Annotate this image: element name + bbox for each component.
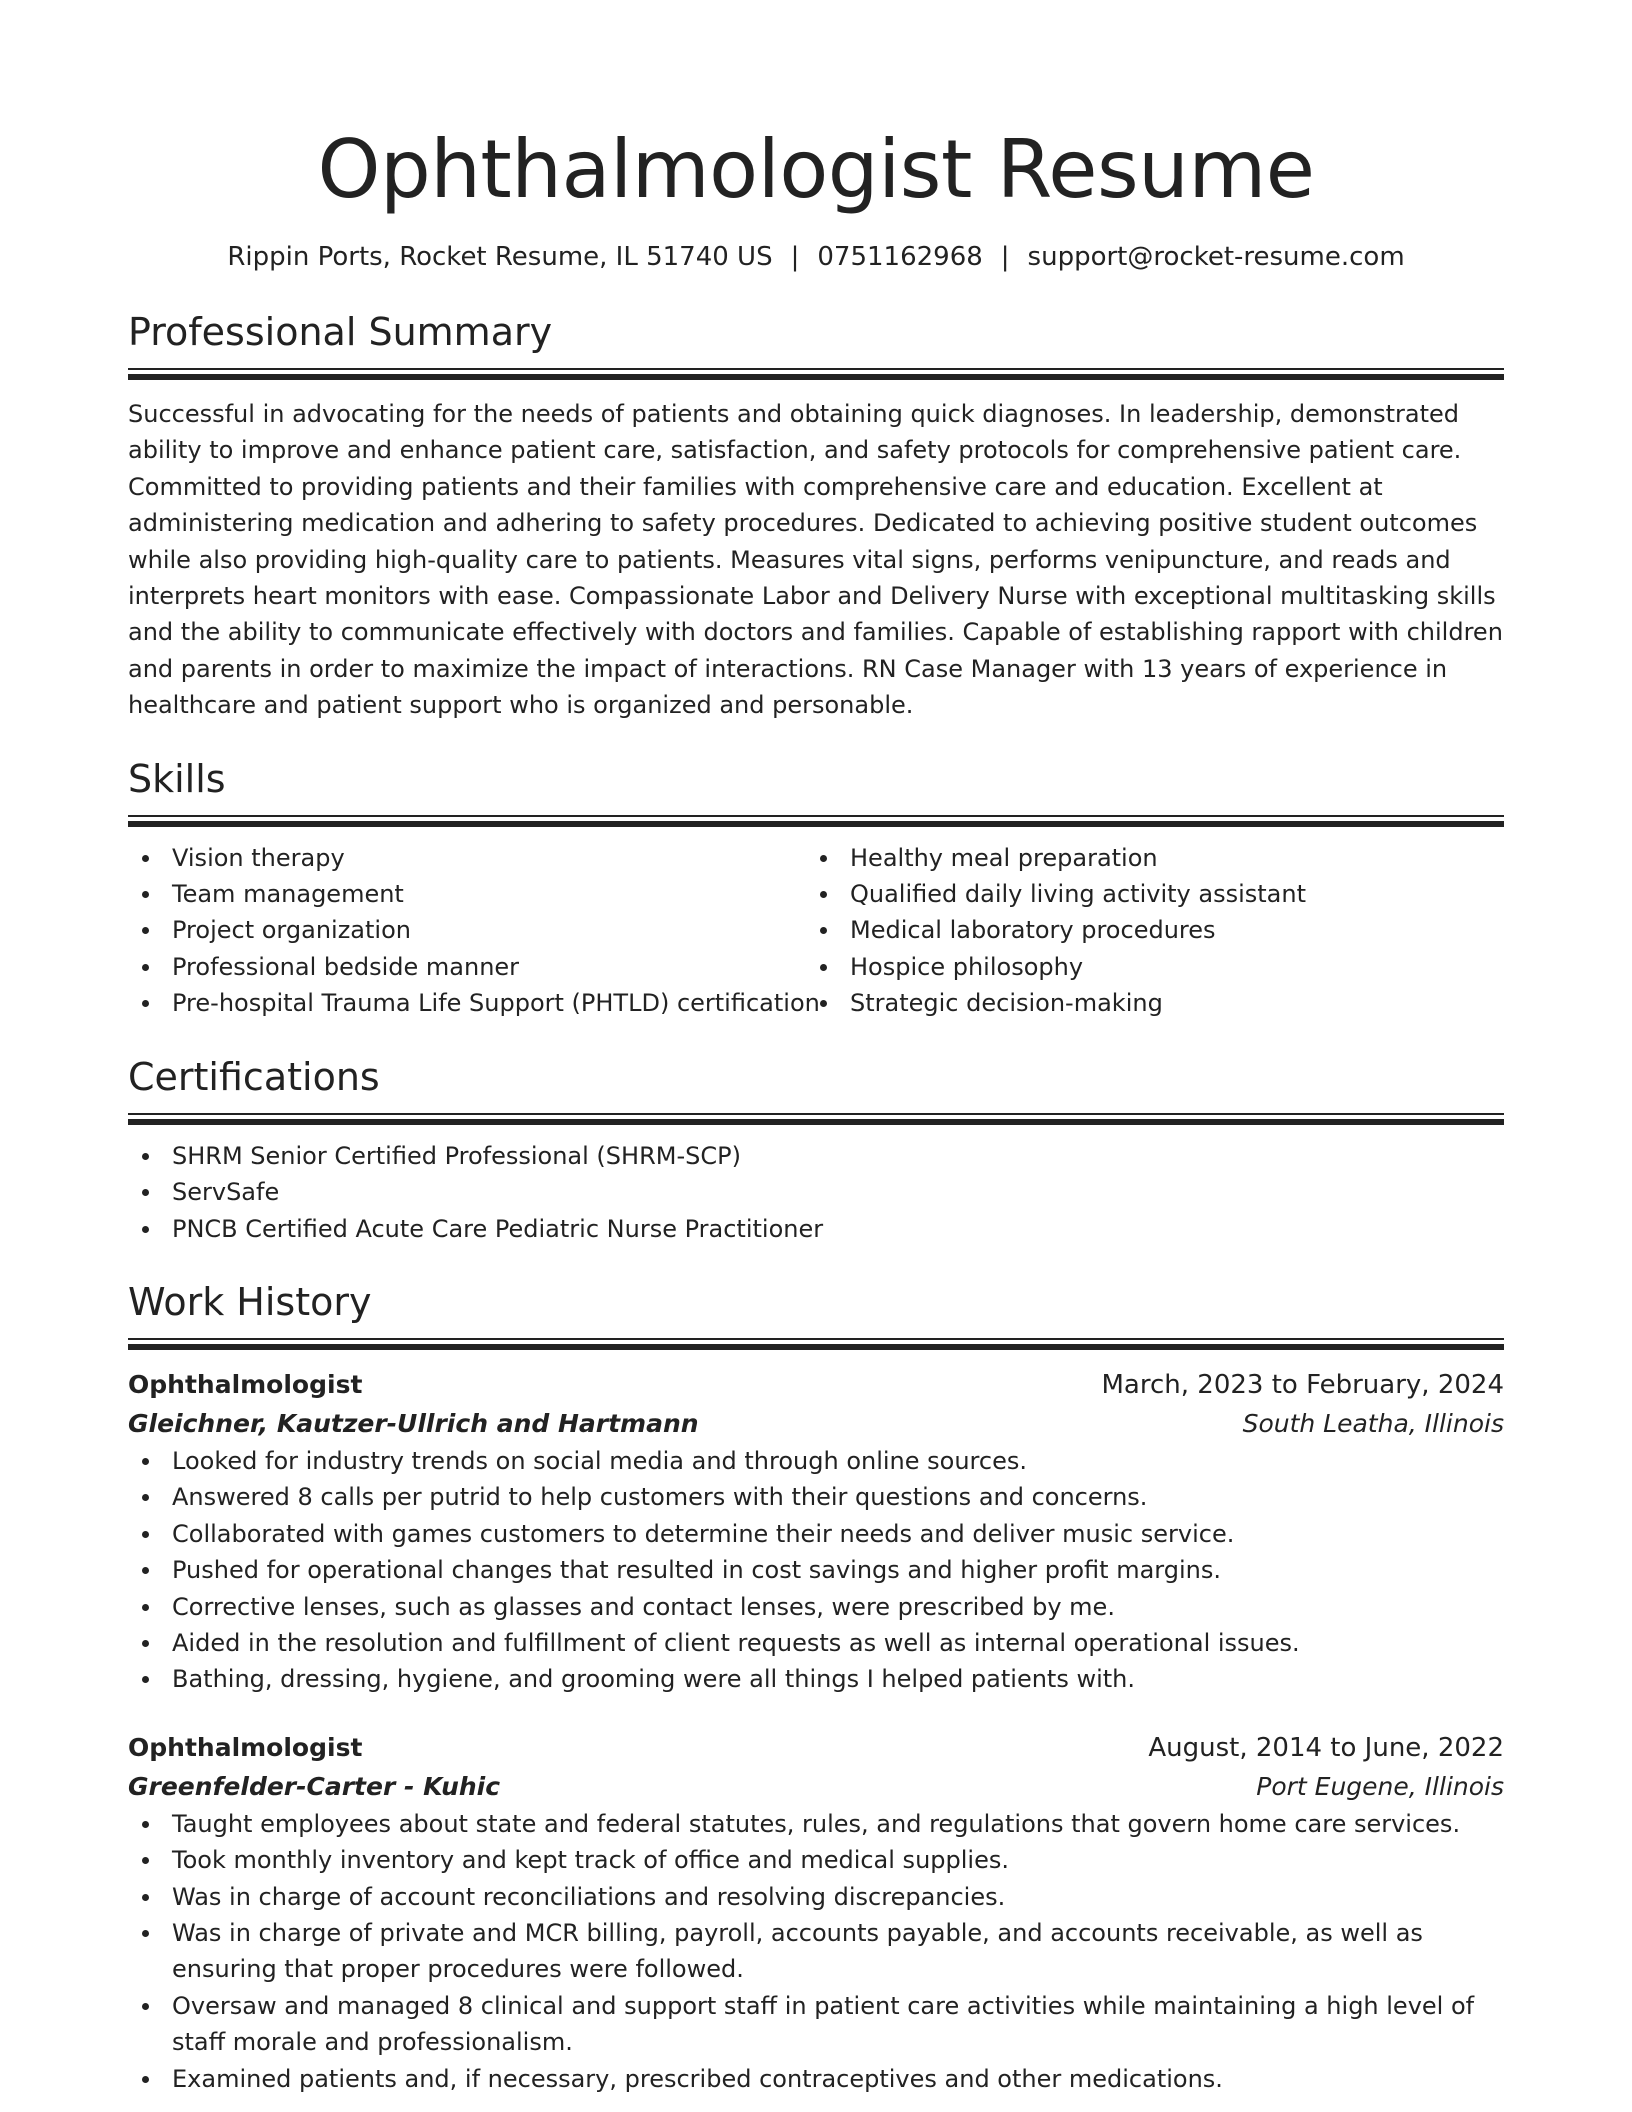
skill-item: Vision therapy	[128, 840, 806, 876]
job-duty: Bathing, dressing, hygiene, and grooming were all things I helped patients with.	[128, 1661, 1504, 1697]
contact-phone: 0751162968	[817, 242, 983, 272]
job-duty: Was in charge of account reconciliations and resolving discrepancies.	[128, 1879, 1504, 1915]
section-title: Work History	[128, 1279, 372, 1324]
job-duty: Corrective lenses, such as glasses and contact lenses, were prescribed by me.	[128, 1589, 1504, 1625]
job-duty: Collaborated with games customers to determine their needs and deliver music service.	[128, 1516, 1504, 1552]
section-title: Certifications	[128, 1054, 380, 1099]
job-dates: August, 2014 to June, 2022	[1148, 1732, 1504, 1763]
skills-list-right	[806, 840, 1504, 1022]
job-subheader	[128, 1768, 1504, 1806]
skills-columns	[128, 840, 1504, 1022]
job-duties-list	[128, 1806, 1504, 2097]
job-location: Port Eugene, Illinois	[1256, 1771, 1504, 1801]
skill-item: Strategic decision-making	[806, 985, 1504, 1021]
skill-item: Hospice philosophy	[806, 949, 1504, 985]
contact-separator: |	[1000, 242, 1010, 272]
skills-section	[128, 754, 1504, 1022]
job-duties-list	[128, 1443, 1504, 1698]
job-entry	[128, 1365, 1504, 1698]
summary-section	[128, 307, 1504, 724]
contact-line	[128, 239, 1504, 275]
contact-email: support@rocket-resume.com	[1027, 242, 1405, 272]
section-divider	[128, 1113, 1504, 1125]
resume-title: Ophthalmologist Resume	[317, 123, 1315, 216]
job-duty: Answered 8 calls per putrid to help customers with their questions and concerns.	[128, 1479, 1504, 1515]
certification-item: PNCB Certified Acute Care Pediatric Nurse Practitioner	[128, 1211, 1504, 1247]
skill-item: Project organization	[128, 912, 806, 948]
certifications-list	[128, 1138, 1504, 1247]
skills-list-left	[128, 840, 820, 1022]
job-duty: Taught employees about state and federal statutes, rules, and regulations that govern home care services.	[128, 1806, 1504, 1842]
skill-item: Pre-hospital Trauma Life Support (PHTLD) certification	[128, 985, 806, 1021]
section-divider	[128, 368, 1504, 380]
resume-page	[128, 0, 1504, 2097]
job-subheader	[128, 1405, 1504, 1443]
job-duty: Oversaw and managed 8 clinical and support staff in patient care activities while maintaining a high level of staff morale and professionalism.	[128, 1988, 1504, 2061]
certification-item: ServSafe	[128, 1174, 1504, 1210]
skill-item: Healthy meal preparation	[806, 840, 1504, 876]
skill-item: Team management	[128, 876, 806, 912]
skill-item: Professional bedside manner	[128, 949, 806, 985]
job-title: Ophthalmologist	[128, 1369, 363, 1399]
skills-column-right	[806, 840, 1504, 1022]
job-duty: Pushed for operational changes that resulted in cost savings and higher profit margins.	[128, 1552, 1504, 1588]
job-duty: Looked for industry trends on social media and through online sources.	[128, 1443, 1504, 1479]
section-title: Professional Summary	[128, 310, 553, 354]
skills-column-left	[128, 840, 820, 1022]
skill-item: Qualified daily living activity assistant	[806, 876, 1504, 912]
contact-separator: |	[790, 242, 800, 272]
certifications-section	[128, 1052, 1504, 1247]
section-divider	[128, 1338, 1504, 1350]
job-location: South Leatha, Illinois	[1242, 1408, 1504, 1438]
job-entry	[128, 1728, 1504, 2097]
job-duty: Examined patients and, if necessary, prescribed contraceptives and other medications.	[128, 2061, 1504, 2097]
job-duty: Took monthly inventory and kept track of office and medical supplies.	[128, 1842, 1504, 1878]
job-title: Ophthalmologist	[128, 1732, 363, 1762]
job-company: Greenfelder-Carter - Kuhic	[128, 1771, 501, 1801]
job-dates: March, 2023 to February, 2024	[1101, 1369, 1504, 1400]
summary-text: Successful in advocating for the needs of patients and obtaining quick diagnoses. In leadership, demonstrated ability to improve and enhance patient care, satisfaction, and safety protocols for comprehensive patient care. Committed to providing patients and their families with comprehensive care and education. Excellent at administering medication and adhering to safety procedures. Dedicated to achieving positive student outcomes while also providing high-quality care to patients. Measures vital signs, performs venipuncture, and reads and interprets heart monitors with ease. Compassionate Labor and Delivery Nurse with exceptional multitasking skills and the ability to communicate effectively with doctors and families. Capable of establishing rapport with children and parents in order to maximize the impact of interactions. RN Case Manager with 13 years of experience in healthcare and patient support who is organized and personable.	[128, 400, 1503, 720]
contact-address: Rippin Ports, Rocket Resume, IL 51740 US	[227, 242, 773, 272]
job-header	[128, 1365, 1504, 1405]
job-header	[128, 1728, 1504, 1768]
section-divider	[128, 815, 1504, 827]
job-company: Gleichner, Kautzer-Ullrich and Hartmann	[128, 1408, 699, 1438]
skill-item: Medical laboratory procedures	[806, 912, 1504, 948]
section-title: Skills	[128, 756, 226, 801]
job-duty: Aided in the resolution and fulfillment of client requests as well as internal operational issues.	[128, 1625, 1504, 1661]
certification-item: SHRM Senior Certified Professional (SHRM-SCP)	[128, 1138, 1504, 1174]
job-duty: Was in charge of private and MCR billing, payroll, accounts payable, and accounts receivable, as well as ensuring that proper procedures were followed.	[128, 1915, 1504, 1988]
work-history-section	[128, 1277, 1504, 2097]
